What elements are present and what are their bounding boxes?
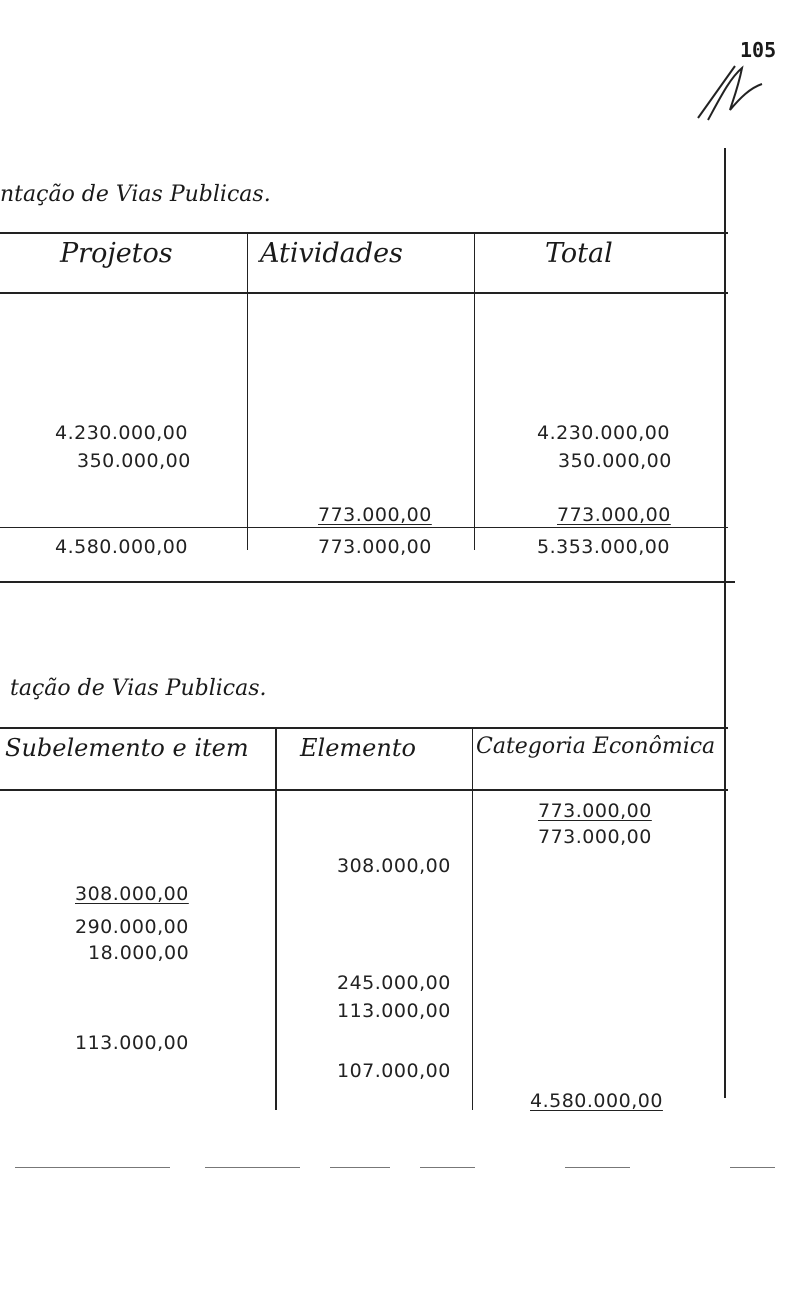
table1-total: 773.000,00	[318, 536, 432, 558]
table1-cell: 4.230.000,00	[537, 422, 670, 444]
table1-total-rule	[0, 527, 728, 528]
table2-subelement-value: 18.000,00	[88, 942, 190, 964]
signature-icon	[690, 58, 770, 128]
table2-element-value: 107.000,00	[337, 1060, 451, 1082]
table1-cell: 773.000,00	[318, 504, 432, 526]
table1-header-rule	[0, 292, 728, 294]
table1-top-rule	[0, 232, 728, 234]
right-border	[724, 148, 726, 1098]
table2-header-categoria: Categoria Econômica	[476, 734, 716, 759]
table2-element-value: 245.000,00	[337, 972, 451, 994]
table2-category-value: 4.580.000,00	[530, 1090, 663, 1112]
table1-col-divider-1	[247, 232, 248, 550]
scan-artifact	[420, 1167, 475, 1168]
table1-col-divider-2	[474, 232, 475, 550]
table1-header-projetos: Projetos	[60, 238, 173, 269]
table2-title: tação de Vias Publicas.	[10, 676, 267, 701]
scan-artifact	[330, 1167, 390, 1168]
page-number: 105	[740, 38, 777, 62]
table1-header-atividades: Atividades	[260, 238, 403, 269]
table1-title: ntação de Vias Publicas.	[0, 182, 271, 207]
table1-total: 4.580.000,00	[55, 536, 188, 558]
table1-header-total: Total	[545, 238, 613, 269]
table1-cell: 350.000,00	[558, 450, 672, 472]
table2-category-value: 773.000,00	[538, 826, 652, 848]
table1-cell: 4.230.000,00	[55, 422, 188, 444]
table1-cell: 350.000,00	[77, 450, 191, 472]
scan-artifact	[15, 1167, 170, 1168]
table2-col-divider-1	[275, 727, 277, 1110]
table2-subelement-value: 308.000,00	[75, 883, 189, 905]
table2-category-value: 773.000,00	[538, 800, 652, 822]
scan-artifact	[730, 1167, 775, 1168]
table2-subelement-value: 290.000,00	[75, 916, 189, 938]
table1-cell: 773.000,00	[557, 504, 671, 526]
table1-bottom-rule	[0, 581, 735, 583]
table1-total: 5.353.000,00	[537, 536, 670, 558]
scan-artifact	[205, 1167, 300, 1168]
table2-header-subelemento: Subelemento e item	[5, 734, 249, 762]
table2-col-divider-2	[472, 727, 473, 1110]
table2-element-value: 308.000,00	[337, 855, 451, 877]
scan-artifact	[565, 1167, 630, 1168]
table2-subelement-value: 113.000,00	[75, 1032, 189, 1054]
table2-element-value: 113.000,00	[337, 1000, 451, 1022]
table2-top-rule	[0, 727, 728, 729]
table2-header-elemento: Elemento	[300, 734, 416, 762]
table2-header-rule	[0, 789, 728, 791]
